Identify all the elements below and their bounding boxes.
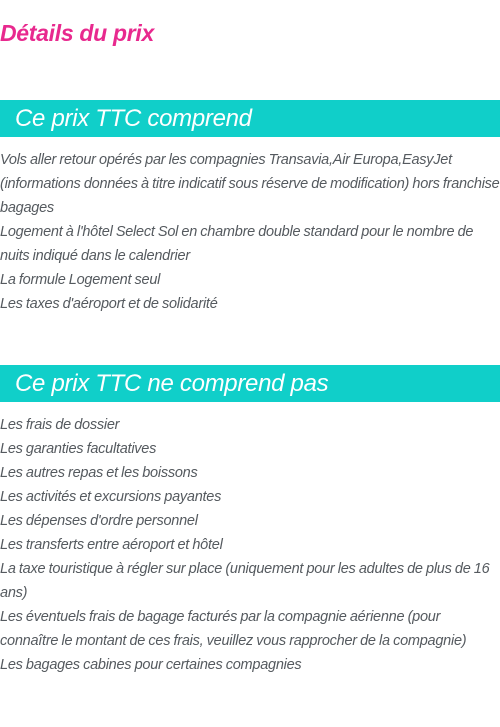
list-item: Les autres repas et les boissons (0, 465, 198, 481)
list-item: La formule Logement seul (0, 272, 161, 288)
page-title: Détails du prix (0, 20, 154, 46)
list-item: La taxe touristique à régler sur place (uniquement pour les adultes de plus de 16 ans) (0, 561, 490, 601)
included-list (0, 148, 500, 316)
list-item: Les dépenses d'ordre personnel (0, 513, 198, 529)
excluded-heading: Ce prix TTC ne comprend pas (0, 365, 500, 402)
excluded-list (0, 413, 500, 677)
list-item: Vols aller retour opérés par les compagnies Transavia,Air Europa,EasyJet (informations données à titre indicatif sous réserve de modification) hors franchise bagages (0, 152, 500, 216)
list-item: Les activités et excursions payantes (0, 489, 222, 505)
included-section (0, 100, 500, 316)
list-item: Logement à l'hôtel Select Sol en chambre double standard pour le nombre de nuits indiqué dans le calendrier (0, 224, 474, 264)
list-item: Les frais de dossier (0, 417, 120, 433)
list-item: Les garanties facultatives (0, 441, 157, 457)
included-heading: Ce prix TTC comprend (0, 100, 500, 137)
list-item: Les transferts entre aéroport et hôtel (0, 537, 223, 553)
excluded-section (0, 365, 500, 677)
list-item: Les éventuels frais de bagage facturés par la compagnie aérienne (pour connaître le montant de ces frais, veuillez vous rapprocher de la compagnie) (0, 609, 467, 649)
list-item: Les bagages cabines pour certaines compagnies (0, 657, 302, 673)
list-item: Les taxes d'aéroport et de solidarité (0, 296, 218, 312)
